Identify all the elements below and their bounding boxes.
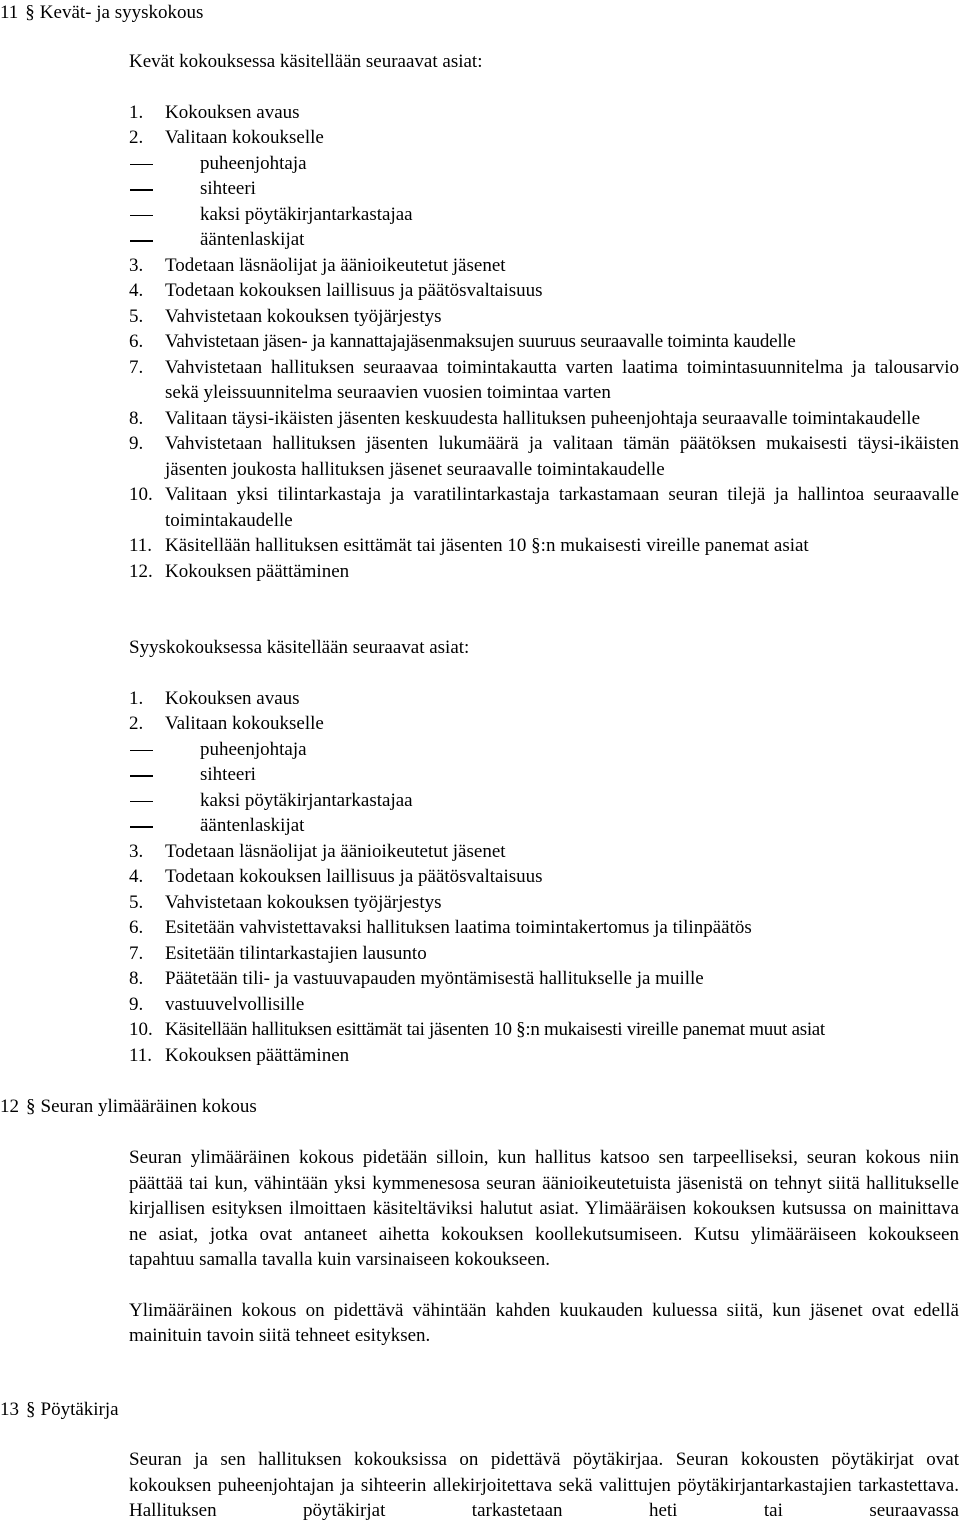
list-item: 11. Käsitellään hallituksen esittämät tai jäsenten 10 §:n mukaisesti vireille panemat asiat — [129, 535, 809, 556]
autumn-agenda-list — [129, 686, 959, 1069]
section-title: Kevät- ja syyskokous — [39, 2, 204, 23]
autumn-sublist — [129, 737, 959, 839]
list-item: 2. Valitaan kokoukselle puheenjohtaja sihteeri kaksi pöytäkirjantarkastajaa ääntenlaskijat — [129, 711, 959, 839]
sublist-item: sihteeri — [129, 176, 959, 202]
list-item: 9. Vahvistetaan hallituksen jäsenten lukumäärä ja valitaan tämän päätöksen mukaisesti täysi-ikäisten jäsenten joukosta hallituksen jäsenet seuraavalle toimintakaudelle — [129, 433, 959, 480]
spring-meeting-block — [129, 49, 959, 584]
list-item: 12. Kokouksen päättäminen — [129, 560, 350, 582]
list-item: 10. Valitaan yksi tilintarkastaja ja varatilintarkastaja tarkastamaan seuran tilejä ja hallintoa seuraavalle toimintakaudelle — [129, 484, 959, 531]
list-item: 7. Esitetään tilintarkastajien lausunto — [129, 942, 427, 964]
list-item: 4. Todetaan kokouksen laillisuus ja päätösvaltaisuus — [129, 866, 543, 887]
list-item: 3. Todetaan läsnäolijat ja äänioikeutetut jäsenet — [129, 254, 506, 276]
list-item: 10. Käsitellään hallituksen esittämät tai jäsenten 10 §:n mukaisesti vireille panemat muut asiat — [129, 1019, 825, 1040]
list-item: 8. Päätetään tili- ja vastuuvapauden myöntämisestä hallitukselle ja muille — [129, 968, 704, 989]
sublist-item: kaksi pöytäkirjantarkastajaa — [129, 788, 959, 814]
list-item: 11. Kokouksen päättäminen — [129, 1044, 350, 1066]
minutes-block — [129, 1447, 959, 1524]
section-title: Pöytäkirja — [40, 1399, 119, 1420]
section-number: 13 — [0, 1399, 19, 1420]
spring-agenda-list — [129, 100, 959, 585]
section-symbol: § — [26, 1096, 36, 1117]
sublist-item: ääntenlaskijat — [129, 227, 959, 253]
list-item: 4. Todetaan kokouksen laillisuus ja päätösvaltaisuus — [129, 280, 543, 301]
list-item: 6. Vahvistetaan jäsen- ja kannattajajäsenmaksujen suuruus seuraavalle toiminta kaudelle — [129, 331, 796, 352]
section-number: 12 — [0, 1096, 19, 1117]
sublist-item: puheenjohtaja — [129, 151, 959, 177]
sublist-item: kaksi pöytäkirjantarkastajaa — [129, 202, 959, 228]
section-number: 11 — [0, 2, 19, 23]
list-item: 8. Valitaan täysi-ikäisten jäsenten keskuudesta hallituksen puheenjohtaja seuraavalle toimintakaudelle — [129, 407, 920, 429]
extraordinary-meeting-block — [129, 1145, 959, 1349]
section-title: Seuran ylimääräinen kokous — [40, 1096, 257, 1117]
section-symbol: § — [26, 1399, 36, 1420]
section-13-heading — [0, 1397, 119, 1422]
section-11-heading — [0, 0, 203, 25]
list-item: 1. Kokouksen avaus — [129, 101, 300, 123]
paragraph: Seuran ja sen hallituksen kokouksissa on pidettävä pöytäkirjaa. Seuran kokousten pöytäkirjat ovat kokouksen puheenjohtajan ja sihteerin allekirjoitettava sekä valittujen pöytäkirjantarkastajien tarkastettava. Hallituksen pöytäkirjat tarkastetaan heti tai seuraavassa — [129, 1449, 959, 1521]
list-item: 3. Todetaan läsnäolijat ja äänioikeutetut jäsenet — [129, 840, 506, 862]
list-item: 1. Kokouksen avaus — [129, 687, 300, 709]
list-item: 5. Vahvistetaan kokouksen työjärjestys — [129, 305, 442, 327]
paragraph: Seuran ylimääräinen kokous pidetään silloin, kun hallitus katsoo sen tarpeelliseksi, seuran kokous niin päättää tai kun, vähintään yksi kymmenesosa seuran äänioikeutetuista jäsenistä on tehnyt siitä hallitukselle kirjallisen esityksen ilmoittaen käsiteltäviksi halutut asiat. Ylimääräisen kokouksen kutsussa on mainittava ne asiat, jotka ovat antaneet aihetta kokouksen koollekutsumiseen. Kutsu ylimääräiseen kokoukseen tapahtuu samalla tavalla kuin varsinaiseen kokoukseen. — [129, 1147, 959, 1270]
sublist-item: sihteeri — [129, 762, 959, 788]
sublist-item: ääntenlaskijat — [129, 813, 959, 839]
autumn-intro: Syyskokouksessa käsitellään seuraavat asiat: — [129, 637, 470, 658]
list-item: 5. Vahvistetaan kokouksen työjärjestys — [129, 891, 442, 913]
paragraph: Ylimääräinen kokous on pidettävä vähintään kahden kuukauden kuluessa siitä, kun jäsenet ovat edellä mainituin tavoin siitä tehneet esityksen. — [129, 1299, 959, 1346]
list-item: 9. vastuuvelvollisille — [129, 993, 305, 1015]
spring-intro: Kevät kokouksessa käsitellään seuraavat asiat: — [129, 51, 483, 72]
list-item: 6. Esitetään vahvistettavaksi hallituksen laatima toimintakertomus ja tilinpäätös — [129, 917, 752, 938]
spring-sublist — [129, 151, 959, 253]
section-12-heading — [0, 1094, 257, 1119]
list-item: 7. Vahvistetaan hallituksen seuraavaa toimintakautta varten laatima toimintasuunnitelma ja talousarvio sekä yleissuunnitelma seuraavien vuosien toimintaa varten — [129, 356, 959, 403]
section-symbol: § — [25, 2, 35, 23]
list-item: 2. Valitaan kokoukselle puheenjohtaja sihteeri kaksi pöytäkirjantarkastajaa ääntenlaskijat — [129, 125, 959, 253]
sublist-item: puheenjohtaja — [129, 737, 959, 763]
autumn-meeting-block — [129, 635, 959, 1068]
